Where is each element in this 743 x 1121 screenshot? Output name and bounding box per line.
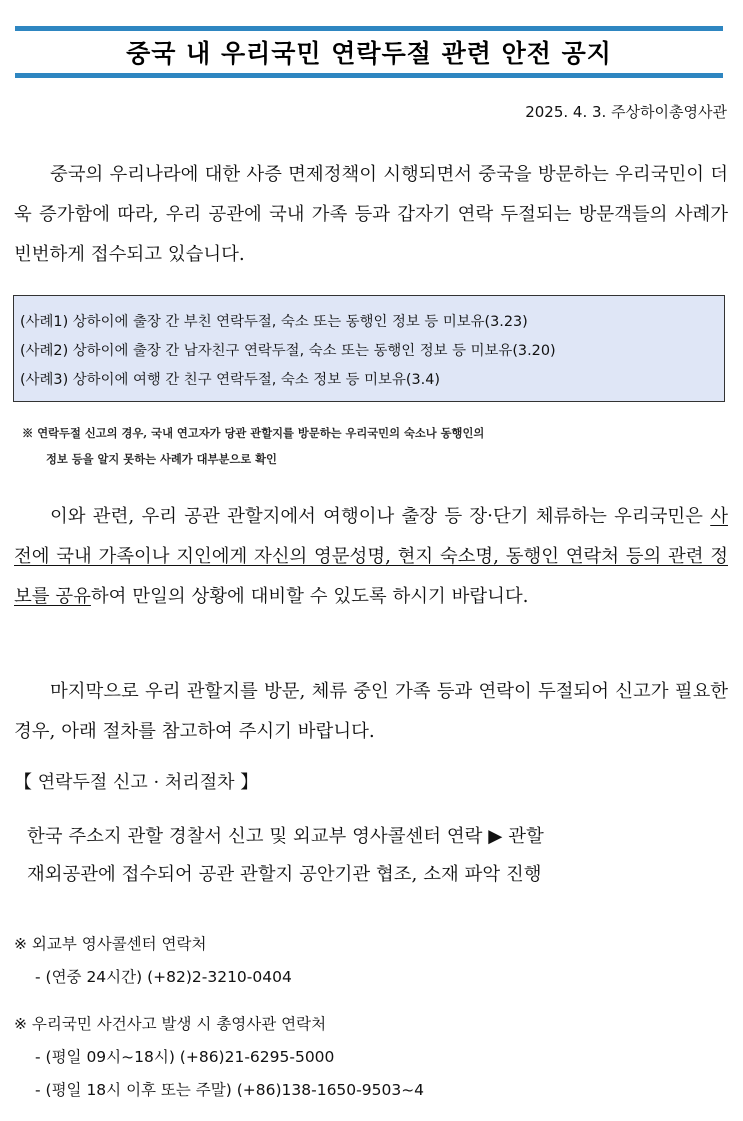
advice-paragraph [14,497,728,617]
intro-paragraph [14,155,728,275]
note-line-2: 정보 등을 알지 못하는 사례가 대부분으로 확인 [46,452,277,466]
case-box [13,295,725,402]
title-banner [15,26,723,78]
closing-text: 마지막으로 우리 관할지를 방문, 체류 중인 가족 등과 연락이 두절되어 신고가 필요한 경우, 아래 절차를 참고하여 주시기 바랍니다. [14,681,728,742]
note-line-1: ※ 연락두절 신고의 경우, 국내 연고자가 당관 관할지를 방문하는 우리국민의 숙소나 동행인의 [22,426,485,440]
procedure-line-1: 한국 주소지 관할 경찰서 신고 및 외교부 영사콜센터 연락 ▶ 관할 [27,826,544,847]
procedure-line-2: 재외공관에 접수되어 공관 관할지 공안기관 협조, 소재 파악 진행 [27,864,542,885]
date-issuer: 2025. 4. 3. 주상하이총영사관 [525,103,727,121]
advice-text-underlined: 사전에 국내 가족이나 지인에게 자신의 영문성명, 현지 숙소명, 동행인 연락처 등의 관련 정보를 공유 [14,506,728,607]
advice-text-before: 이와 관련, 우리 공관 관할지에서 여행이나 출장 등 장·단기 체류하는 우리국민은 [50,506,711,527]
closing-paragraph [14,672,728,752]
contact-item: - (연중 24시간) (+82)2-3210-0404 [35,968,292,986]
contact-item: - (평일 18시 이후 또는 주말) (+86)138-1650-9503~4 [35,1081,425,1099]
contact-block-consulate [14,1008,714,1107]
note [22,420,730,472]
procedure-text [27,818,727,894]
contact-heading: ※ 외교부 영사콜센터 연락처 [14,935,207,953]
contact-item: - (평일 09시~18시) (+86)21-6295-5000 [35,1048,335,1066]
contact-block-callcenter [14,928,714,994]
contact-heading: ※ 우리국민 사건사고 발생 시 총영사관 연락처 [14,1015,327,1033]
case-item-1: (사례1) 상하이에 출장 간 부친 연락두절, 숙소 또는 동행인 정보 등 미보유(3.23) [20,314,528,330]
procedure-title: 【 연락두절 신고 · 처리절차 】 [14,772,259,793]
intro-text: 중국의 우리나라에 대한 사증 면제정책이 시행되면서 중국을 방문하는 우리국민이 더욱 증가함에 따라, 우리 공관에 국내 가족 등과 갑자기 연락 두절되는 방문객들의 사례가 빈번하게 접수되고 있습니다. [14,164,728,265]
page-title: 중국 내 우리국민 연락두절 관련 안전 공지 [126,39,612,68]
case-item-3: (사례3) 상하이에 여행 간 친구 연락두절, 숙소 정보 등 미보유(3.4) [20,372,440,388]
case-item-2: (사례2) 상하이에 출장 간 남자친구 연락두절, 숙소 또는 동행인 정보 등 미보유(3.20) [20,343,556,359]
advice-text-after: 하여 만일의 상황에 대비할 수 있도록 하시기 바랍니다. [90,586,529,607]
